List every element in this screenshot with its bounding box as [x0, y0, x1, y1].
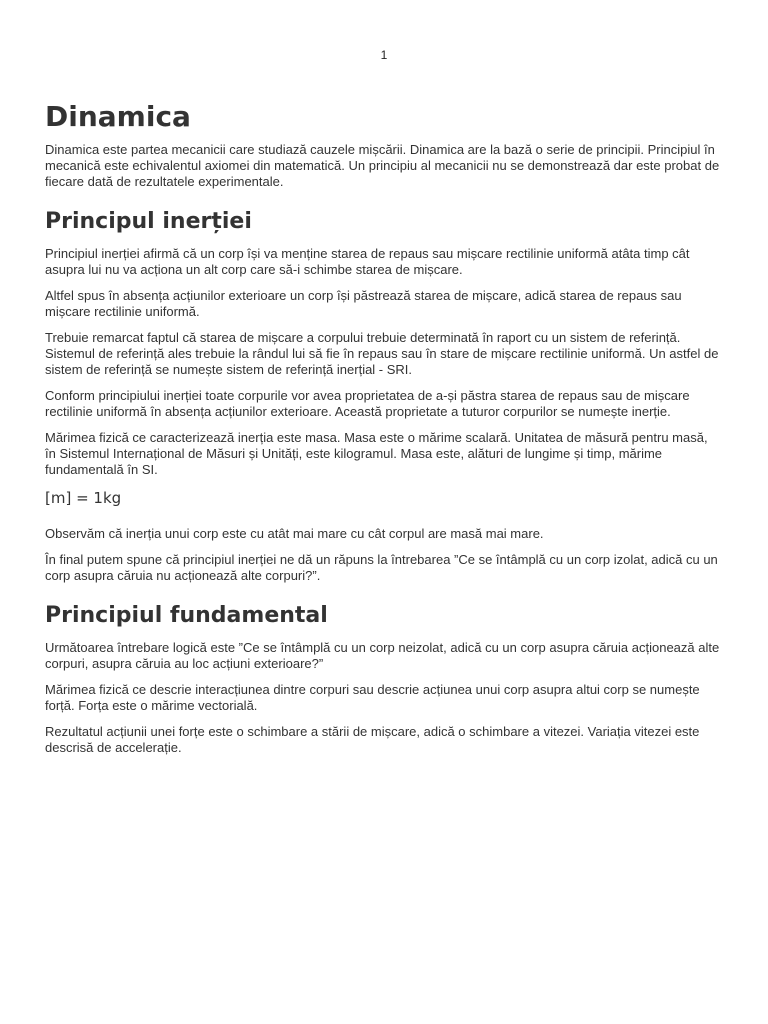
intro-paragraph: Dinamica este partea mecanicii care studiază cauzele mișcării. Dinamica are la bază o serie de principii. Principiul în mecanică este echivalentul axiomei din matematică. Un principiu al mecanicii nu se demonstrează dar este probat de fiecare dată de rezultatele experimentale. [45, 142, 720, 189]
document-body [45, 100, 721, 766]
section-heading-fundamental: Principiul fundamental [45, 603, 328, 628]
paragraph: Principiul inerției afirmă că un corp își va menține starea de repaus sau mișcare rectilinie uniformă atâta timp cât asupra lui nu va acționa un alt corp care să-i schimbe starea de mișcare. [45, 246, 690, 277]
paragraph: Rezultatul acțiunii unei forțe este o schimbare a stării de mișcare, adică o schimbare a vitezei. Variația vitezei este descrisă de accelerație. [45, 724, 700, 755]
paragraph: Conform principiului inerției toate corpurile vor avea proprietatea de a-și păstra starea de repaus sau de mișcare rectilinie uniformă în absența acțiunilor exterioare. Această proprietate a tuturor corpurilor se numește inerție. [45, 388, 690, 419]
page-title: Dinamica [45, 100, 191, 133]
paragraph: Mărimea fizică ce descrie interacțiunea dintre corpuri sau descrie acțiunea unui corp asupra altui corp se numește forță. Forța este o mărime vectorială. [45, 682, 700, 713]
paragraph: Mărimea fizică ce caracterizează inerția este masa. Masa este o mărime scalară. Unitatea de măsură pentru masă, în Sistemul Internațional de Măsuri și Unități, este kilogramul. Masa este, alături de lungime și timp, mărime fundamentală în SI. [45, 430, 708, 477]
paragraph: Trebuie remarcat faptul că starea de mișcare a corpului trebuie determinată în raport cu un sistem de referință. Sistemul de referință ales trebuie la rândul lui să fie în repaus sau în stare de mișcare rectilinie uniformă. Un astfel de sistem de referință se numește sistem de referință inerțial - SRI. [45, 330, 719, 377]
paragraph: În final putem spune că principiul inerției ne dă un răpuns la întrebarea ”Ce se întâmplă cu un corp izolat, adică cu un corp asupra căruia nu acționează alte corpuri?”. [45, 552, 718, 583]
mass-unit-formula: [m] = 1kg [45, 489, 122, 507]
section-heading-inertia: Principul inerției [45, 209, 252, 234]
page-number: 1 [380, 48, 388, 62]
paragraph: Altfel spus în absența acțiunilor exterioare un corp își păstrează starea de mișcare, adică starea de repaus sau mișcare rectilinie uniformă. [45, 288, 682, 319]
paragraph: Observăm că inerția unui corp este cu atât mai mare cu cât corpul are masă mai mare. [45, 526, 544, 541]
paragraph: Următoarea întrebare logică este ”Ce se întâmplă cu un corp neizolat, adică cu un corp asupra căruia acționează alte corpuri, asupra căruia au loc acțiuni exterioare?” [45, 640, 720, 671]
